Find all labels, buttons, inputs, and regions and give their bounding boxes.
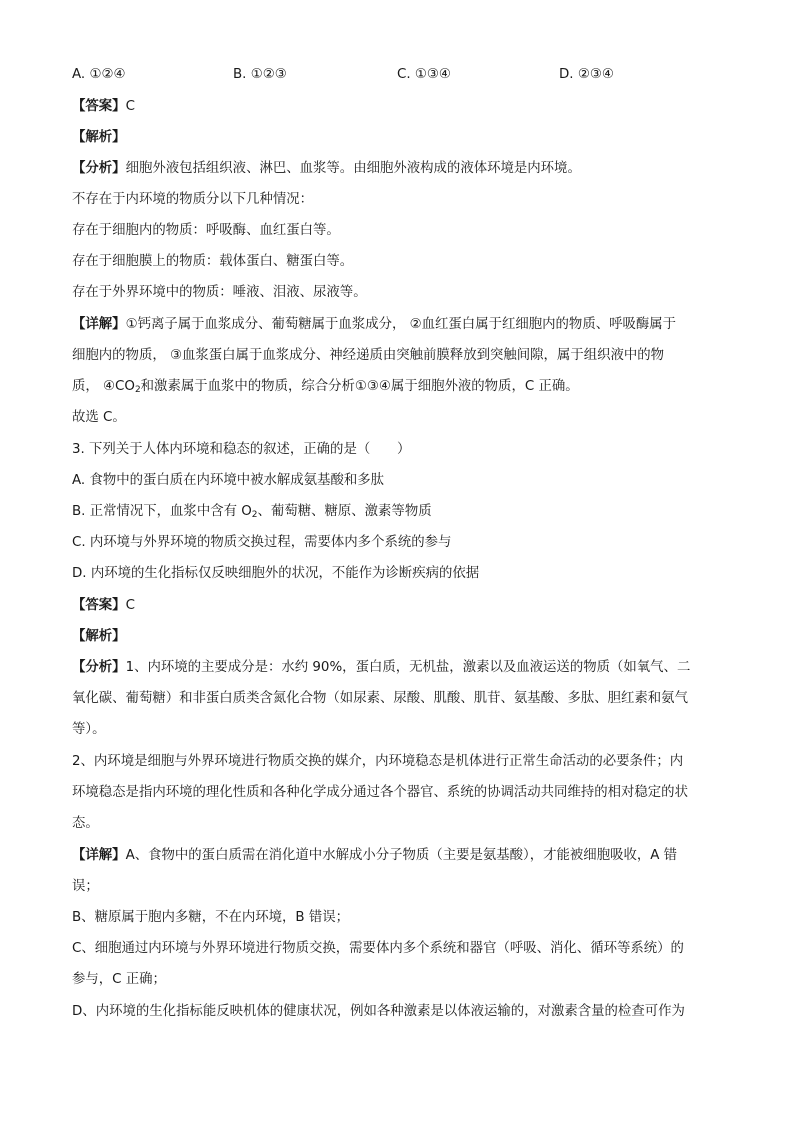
co2-subscript: 2 — [134, 385, 141, 395]
q2-intro-line: 不存在于内环境的物质分以下几种情况： — [72, 192, 314, 207]
q3-option-c: C. 内环境与外界环境的物质交换过程，需要体内多个系统的参与 — [72, 535, 452, 550]
q3-fenxi-line-1 — [72, 657, 722, 679]
q3-option-d: D. 内环境的生化指标仅反映细胞外的状况，不能作为诊断疾病的依据 — [72, 566, 480, 581]
q2-option-b: B. ①②③ — [233, 67, 287, 82]
answer-value: C — [125, 598, 135, 613]
answer-tag: 【答案】 — [72, 99, 126, 114]
fenxi-text: 细胞外液包括组织液、淋巴、血浆等。由细胞外液构成的液体环境是内环境。 — [125, 161, 581, 176]
q2-detail-line-2: 细胞内的物质， ③血浆蛋白属于血浆成分、神经递质由突触前膜释放到突触间隙，属于组织液中的物 — [72, 348, 665, 363]
q3-stem: 3. 下列关于人体内环境和稳态的叙述，正确的是（ ） — [72, 442, 411, 457]
q2-cell-line: 存在于细胞内的物质：呼吸酶、血红蛋白等。 — [72, 223, 340, 238]
q3-detail-line-1 — [72, 845, 722, 867]
detail-tag: 【详解】 — [72, 848, 126, 863]
answer-tag: 【答案】 — [72, 598, 126, 613]
detail3-part-a: 质， ④CO — [72, 379, 135, 394]
q3-detail-line-5: 参与，C 正确； — [72, 972, 166, 987]
q2-choose-line: 故选 C。 — [72, 410, 126, 425]
q3-analysis-heading: 【解析】 — [72, 629, 126, 644]
q3-detail-line-3: B、糖原属于胞内多糖，不在内环境，B 错误； — [72, 910, 350, 925]
q3-option-b — [72, 501, 722, 523]
q2-options — [72, 64, 722, 86]
q3-detail-line-2: 误； — [72, 879, 99, 894]
q2-option-a: A. ①②④ — [72, 67, 126, 82]
q3-detail-line-6: D、内环境的生化指标能反映机体的健康状况，例如各种激素是以体液运输的，对激素含量的检查可作为 — [72, 1004, 685, 1019]
q3-detail-line-4: C、细胞通过内环境与外界环境进行物质交换，需要体内多个系统和器官（呼吸、消化、循环等系统）的 — [72, 941, 684, 956]
fenxi-tag: 【分析】 — [72, 161, 126, 176]
answer-value: C — [125, 99, 135, 114]
detail3-part-b: 和激素属于血浆中的物质，综合分析①③④属于细胞外液的物质，C 正确。 — [140, 379, 579, 394]
detail-text: ①钙离子属于血浆成分、葡萄糖属于血浆成分， ②血红蛋白属于红细胞内的物质、呼吸酶属于 — [125, 317, 677, 332]
q3-answer — [72, 595, 722, 617]
q2-detail-line-3 — [72, 376, 722, 398]
q3-fenxi-line-5: 环境稳态是指内环境的理化性质和各种化学成分通过各个器官、系统的协调活动共同维持的相对稳定的状 — [72, 785, 688, 800]
optb-part-b: 、葡萄糖、糖原、激素等物质 — [257, 504, 432, 519]
fenxi-text: 1、内环境的主要成分是：水约 90%，蛋白质，无机盐，激素以及血液运送的物质（如氧气、二 — [125, 660, 691, 675]
q3-option-a: A. 食物中的蛋白质在内环境中被水解成氨基酸和多肽 — [72, 473, 385, 488]
q2-detail-line-1 — [72, 314, 722, 336]
q2-external-line: 存在于外界环境中的物质：唾液、泪液、尿液等。 — [72, 285, 367, 300]
detail-tag: 【详解】 — [72, 317, 126, 332]
q2-analysis-heading: 【解析】 — [72, 130, 126, 145]
q3-fenxi-line-4: 2、内环境是细胞与外界环境进行物质交换的媒介，内环境稳态是机体进行正常生命活动的必要条件；内 — [72, 754, 684, 769]
detail-text: A、食物中的蛋白质需在消化道中水解成小分子物质（主要是氨基酸），才能被细胞吸收，A 错 — [125, 848, 678, 863]
q2-option-c: C. ①③④ — [397, 67, 451, 82]
q2-option-d: D. ②③④ — [559, 67, 614, 82]
q3-fenxi-line-2: 氧化碳、葡萄糖）和非蛋白质类含氮化合物（如尿素、尿酸、肌酸、肌苷、氨基酸、多肽、胆红素和氨气 — [72, 691, 688, 706]
q3-fenxi-line-6: 态。 — [72, 816, 99, 831]
optb-part-a: B. 正常情况下，血浆中含有 O — [72, 504, 252, 519]
fenxi-tag: 【分析】 — [72, 660, 126, 675]
q2-fenxi — [72, 158, 722, 180]
q3-fenxi-line-3: 等）。 — [72, 722, 106, 737]
o2-subscript: 2 — [251, 510, 258, 520]
q2-answer — [72, 96, 722, 118]
q2-membrane-line: 存在于细胞膜上的物质：载体蛋白、糖蛋白等。 — [72, 254, 354, 269]
